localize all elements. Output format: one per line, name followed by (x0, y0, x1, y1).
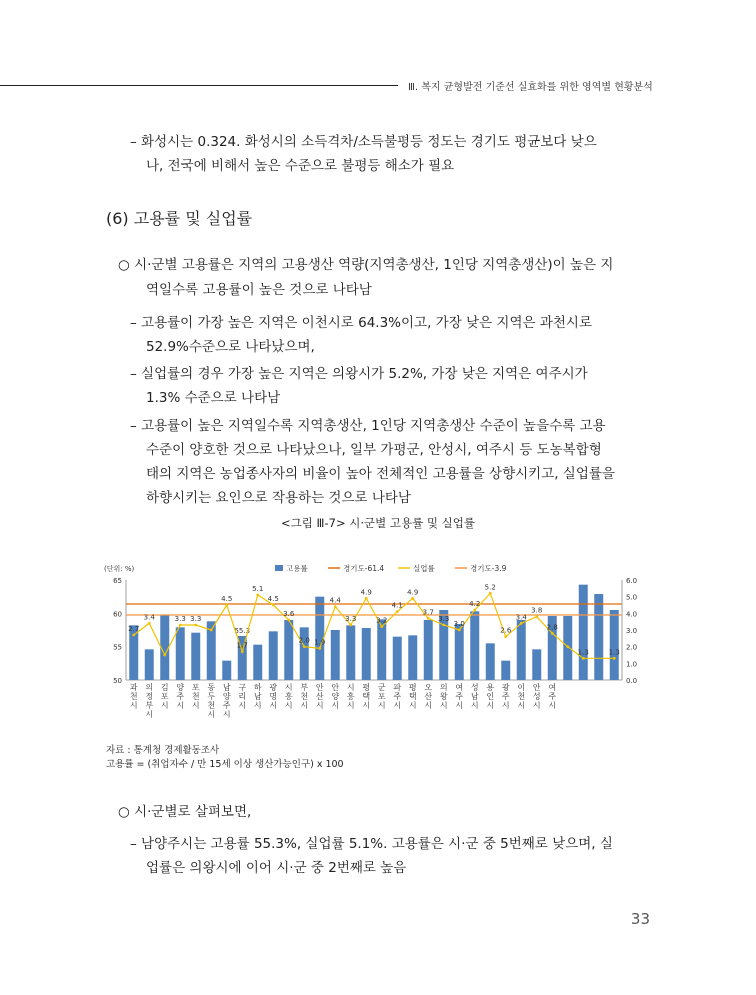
dash3-line1: – 고용률이 높은 지역일수록 지역총생산, 1인당 지역총생산 수준이 높을수록 고용 (130, 418, 606, 434)
rate-value-label: 3.7 (422, 608, 434, 617)
left-tick-label: 60 (113, 610, 122, 619)
right-tick-label: 2.0 (626, 643, 638, 652)
right-tick-label: 5.0 (626, 593, 638, 602)
bar (222, 661, 231, 680)
rate-point (566, 645, 569, 648)
bar (517, 620, 526, 680)
dash4-line2: 업률은 의왕시에 이어 시·군 중 2번째로 높음 (146, 860, 407, 876)
dash3-line4: 하향시키는 요인으로 작용하는 것으로 나타남 (146, 490, 411, 506)
employment-chart (100, 558, 648, 746)
left-tick-label: 50 (113, 677, 122, 685)
dash2-line1: – 실업률의 경우 가장 높은 지역은 의왕시가 5.2%, 가장 낮은 지역은 여주시가 (130, 366, 588, 382)
bullet1-line2: 역일수록 고용률이 높은 것으로 나타남 (146, 282, 372, 298)
dash1-line2: 52.9%수준으로 나타났으며, (146, 339, 315, 355)
right-tick-label: 3.0 (626, 627, 638, 635)
x-tick-label: 하 남 시 (253, 683, 262, 710)
rate-point (241, 650, 244, 653)
bar (129, 625, 138, 680)
rate-point (349, 624, 352, 627)
bar (532, 649, 541, 680)
rate-value-label: 1.7 (236, 641, 248, 650)
rate-point (225, 604, 228, 607)
right-tick-label: 0.0 (626, 677, 638, 685)
x-tick-label: 여 주 시 (548, 683, 557, 710)
bar (191, 633, 200, 680)
rate-point (380, 625, 383, 628)
rate-point (163, 654, 166, 657)
legend-entry: 경기도-3.9 (470, 564, 507, 573)
rate-point (334, 605, 337, 608)
right-tick-label: 6.0 (626, 577, 638, 585)
x-tick-label: 안 산 시 (315, 683, 324, 710)
bar (145, 649, 154, 680)
x-tick-label: 시 흥 시 (346, 683, 355, 710)
rate-point (427, 617, 430, 620)
bar (269, 631, 278, 680)
rate-point (179, 624, 182, 627)
bar (470, 611, 479, 680)
bar-value-label: 55.3 (234, 627, 251, 635)
rate-point (365, 597, 368, 600)
left-tick-label: 55 (113, 643, 122, 652)
rate-value-label: 3.2 (376, 616, 388, 625)
bar (501, 661, 510, 680)
x-tick-label: 의 정 부 시 (145, 683, 154, 719)
bullet2: ○ 시·군별로 살펴보면, (118, 804, 252, 820)
x-tick-label: 안 양 시 (331, 683, 340, 710)
chart-legend (275, 563, 507, 573)
bar (346, 625, 355, 680)
source-line2: 고용률 = (취업자수 / 만 15세 이상 생산가능인구) x 100 (106, 759, 344, 770)
rate-value-label: 3.0 (453, 620, 465, 628)
rate-point (551, 632, 554, 635)
bar (300, 627, 309, 680)
rate-point (396, 610, 399, 613)
rate-value-label: 1.3 (577, 648, 589, 657)
rate-value-label: 4.9 (407, 588, 419, 597)
rate-point (148, 622, 151, 625)
legend-entry: 경기도-61.4 (343, 564, 385, 573)
dash4-line1: – 남양주시는 고용률 55.3%, 실업률 5.1%. 고용률은 시·군 중 5번째로 낮으며, 실 (130, 836, 613, 852)
bar (362, 628, 371, 680)
rate-point (318, 647, 321, 650)
x-tick-label: 과 천 시 (129, 683, 138, 710)
x-tick-label: 광 명 시 (269, 683, 278, 710)
rate-value-label: 2.8 (546, 623, 558, 632)
x-tick-label: 이 천 시 (517, 683, 526, 710)
rate-point (504, 635, 507, 638)
legend-entry: 고용률 (286, 564, 308, 573)
rate-point (613, 657, 616, 660)
rate-value-label: 4.9 (360, 588, 372, 597)
x-tick-label: 오 산 시 (424, 683, 433, 710)
bullet1-line1: ○ 시·군별 고용률은 지역의 고용생산 역량(지역총생산, 1인당 지역총생산)이 높은 지 (118, 257, 614, 273)
rate-value-label: 4.2 (469, 600, 481, 608)
x-tick-label: 군 포 시 (377, 683, 386, 710)
source-line1: 자료 : 통계청 경제활동조사 (106, 745, 220, 756)
bar (610, 610, 619, 680)
para-top-line2: 나, 전국에 비해서 높은 수준으로 불평등 해소가 필요 (146, 158, 455, 174)
bar (284, 620, 293, 680)
rate-value-label: 2.6 (500, 626, 512, 635)
rate-value-label: 1.9 (314, 638, 326, 647)
x-tick-label: 부 천 시 (300, 683, 309, 710)
rate-point (473, 609, 476, 612)
header-rule (0, 85, 398, 86)
x-tick-label: 파 주 시 (393, 683, 402, 710)
rate-value-label: 5.1 (252, 585, 264, 593)
rate-point (520, 622, 523, 625)
rate-point (442, 624, 445, 627)
rate-value-label: 4.4 (329, 596, 341, 605)
x-tick-label: 구 리 시 (238, 683, 247, 710)
rate-point (132, 634, 135, 637)
x-tick-label: 양 주 시 (176, 683, 185, 710)
bar-series (129, 585, 618, 680)
rate-point (535, 615, 538, 618)
x-tick-label: 평 택 시 (408, 683, 417, 710)
rate-value-label: 3.4 (515, 613, 527, 622)
x-tick-label: 남 양 주 시 (222, 683, 231, 719)
rate-point (194, 624, 197, 627)
bar (424, 620, 433, 680)
x-tick-label: 평 택 시 (362, 683, 371, 710)
rate-line (134, 593, 615, 658)
rate-value-label: 3.3 (174, 615, 186, 623)
bar (486, 643, 495, 680)
x-tick-label: 여 주 시 (455, 683, 464, 710)
rate-value-label: 3.8 (531, 606, 543, 615)
x-tick-label: 동 두 천 시 (207, 683, 216, 719)
bar (408, 635, 417, 680)
rate-point (458, 629, 461, 632)
rate-point (210, 629, 213, 632)
rate-value-label: 3.4 (143, 613, 155, 622)
bar (579, 585, 588, 680)
x-tick-label: 김 포 시 (160, 683, 169, 710)
x-tick-label: 안 성 시 (532, 683, 541, 710)
rate-point (256, 594, 259, 597)
rate-value-label: 4.5 (267, 595, 279, 603)
rate-point (303, 645, 306, 648)
running-header: Ⅲ. 복지 균형발전 기준선 실효화를 위한 영역별 현황분석 (408, 82, 653, 93)
rate-value-label: 4.1 (391, 601, 403, 610)
x-axis-labels (130, 682, 557, 719)
dash2-line2: 1.3% 수준으로 나타남 (146, 390, 281, 406)
right-tick-label: 1.0 (626, 660, 638, 669)
x-tick-label: 성 남 시 (470, 683, 479, 710)
rate-value-label: 2.7 (128, 625, 140, 633)
legend-entry: 실업률 (413, 564, 435, 573)
bar (455, 624, 464, 680)
page-number: 33 (630, 910, 650, 928)
bar (376, 616, 388, 680)
bar (331, 630, 340, 680)
rate-value-label: 4.5 (221, 595, 233, 603)
section-title: (6) 고용률 및 실업률 (106, 209, 253, 228)
bar (594, 594, 603, 680)
x-tick-label: 포 천 시 (191, 683, 200, 710)
bar (253, 645, 262, 680)
rate-point (411, 597, 414, 600)
rate-value-label: 3.6 (283, 610, 295, 618)
rate-value-label: 2.0 (298, 636, 310, 645)
left-tick-label: 65 (113, 577, 122, 585)
dash3-line3: 태의 지역은 농업종사자의 비율이 높아 전체적인 고용률을 상향시키고, 실업률을 (146, 466, 615, 482)
rate-value-label: 1.3 (608, 648, 620, 657)
x-tick-label: 시 흥 시 (284, 683, 293, 710)
rate-point (287, 619, 290, 622)
para-top-line1: – 화성시는 0.324. 화성시의 소득격차/소득불평등 정도는 경기도 평균보다 낮으 (130, 134, 597, 150)
bar (176, 627, 185, 680)
rate-value-label: 3.3 (438, 615, 450, 623)
dash3-line2: 수준이 양호한 것으로 나타났으나, 일부 가평군, 안성시, 여주시 등 도농복합형 (146, 442, 602, 458)
x-tick-label: 용 인 시 (486, 683, 495, 710)
bar (393, 637, 402, 680)
rate-point (489, 592, 492, 595)
figure-caption: <그림 Ⅲ-7> 시·군별 고용률 및 실업률 (281, 516, 475, 530)
x-tick-label: 광 주 시 (501, 683, 510, 710)
unit-label: (단위: %) (104, 565, 135, 573)
rate-point (582, 657, 585, 660)
rate-value-label: 3.3 (345, 615, 357, 623)
rate-point (272, 604, 275, 607)
rate-value-label: 5.2 (484, 583, 496, 592)
right-tick-label: 4.0 (626, 610, 638, 619)
legend-swatch (275, 565, 283, 571)
rate-value-label: 3.3 (190, 615, 202, 623)
rate-series (128, 583, 620, 659)
x-tick-label: 의 왕 시 (439, 683, 448, 710)
dash1-line1: – 고용률이 가장 높은 지역은 이천시로 64.3%이고, 가장 낮은 지역은 과천시로 (130, 315, 592, 331)
